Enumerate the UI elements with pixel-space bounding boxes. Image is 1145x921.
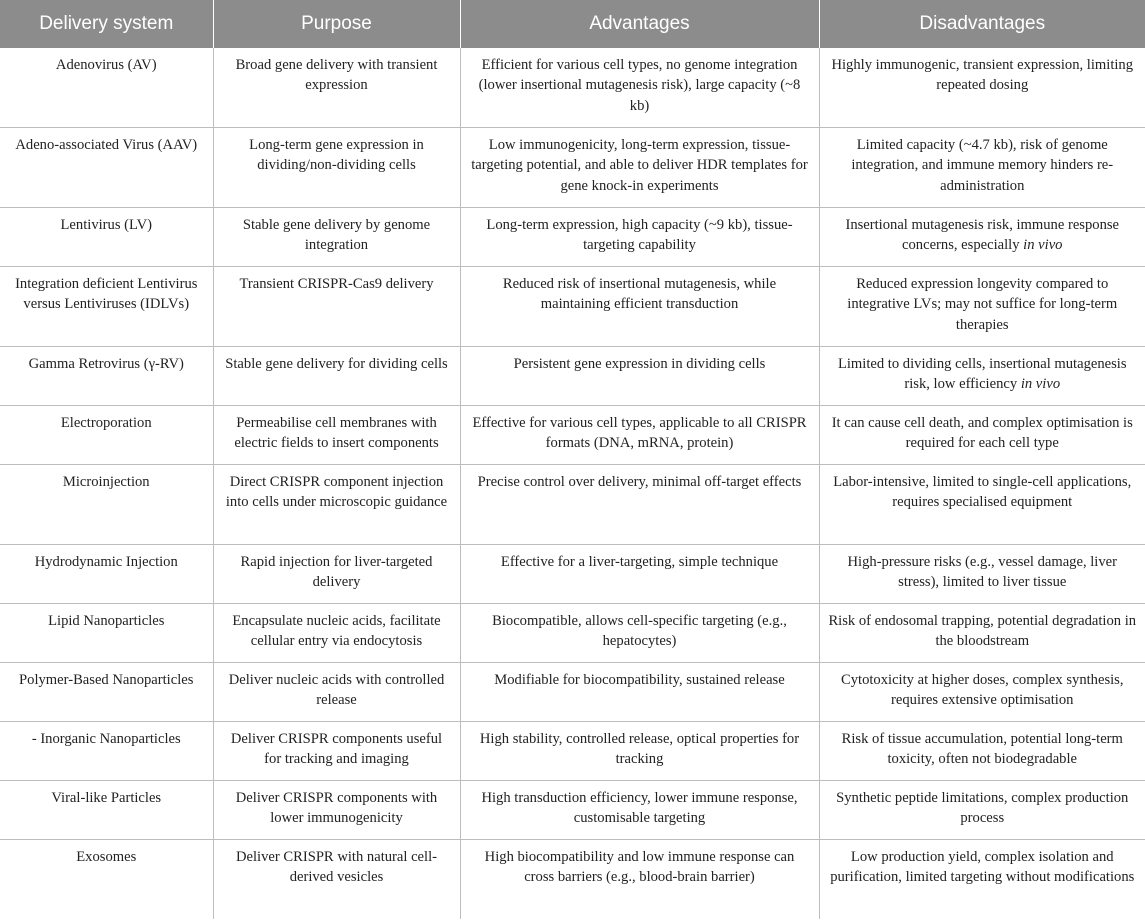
table-row	[0, 128, 1145, 208]
cell-advantages: Reduced risk of insertional mutagenesis, while maintaining efficient transduction	[460, 267, 819, 347]
cell-system: Electroporation	[0, 406, 213, 465]
table-row	[0, 545, 1145, 604]
table-row	[0, 208, 1145, 267]
header-disadvantages: Disadvantages	[819, 0, 1145, 48]
table-row	[0, 840, 1145, 920]
cell-disadvantages: Low production yield, complex isolation and purification, limited targeting without modifications	[830, 849, 1135, 886]
disadvantages-text: Limited to dividing cells, insertional mutagenesis risk, low efficiency	[837, 356, 1127, 393]
cell-system: Microinjection	[0, 465, 213, 545]
cell-disadvantages: Risk of tissue accumulation, potential long-term toxicity, often not biodegradable	[819, 722, 1145, 781]
cell-purpose: Rapid injection for liver-targeted delivery	[213, 545, 460, 604]
header-row	[0, 0, 1145, 48]
cell-purpose: Deliver CRISPR components useful for tracking and imaging	[213, 722, 460, 781]
table-row	[0, 48, 1145, 128]
cell-disadvantages: High-pressure risks (e.g., vessel damage, liver stress), limited to liver tissue	[819, 545, 1145, 604]
cell-purpose: Deliver CRISPR components with lower immunogenicity	[213, 781, 460, 840]
cell-system: Polymer-Based Nanoparticles	[0, 663, 213, 722]
cell-purpose: Transient CRISPR-Cas9 delivery	[213, 267, 460, 347]
cell-advantages: Precise control over delivery, minimal off-target effects	[460, 465, 819, 545]
cell-advantages: High biocompatibility and low immune response can cross barriers (e.g., blood-brain barrier)	[460, 840, 819, 920]
header-purpose: Purpose	[213, 0, 460, 48]
cell-disadvantages	[819, 208, 1145, 267]
cell-system: Adeno-associated Virus (AAV)	[0, 128, 213, 208]
cell-disadvantages: It can cause cell death, and complex optimisation is required for each cell type	[819, 406, 1145, 465]
cell-disadvantages: Risk of endosomal trapping, potential degradation in the bloodstream	[819, 604, 1145, 663]
cell-advantages: Efficient for various cell types, no genome integration (lower insertional mutagenesis risk), large capacity (~8 kb)	[460, 48, 819, 128]
table-row	[0, 347, 1145, 406]
cell-system: Adenovirus (AV)	[0, 48, 213, 128]
cell-disadvantages: Highly immunogenic, transient expression, limiting repeated dosing	[819, 48, 1145, 128]
table-row	[0, 722, 1145, 781]
in-vivo-text: in vivo	[1020, 376, 1061, 393]
cell-system: Viral-like Particles	[0, 781, 213, 840]
cell-purpose: Encapsulate nucleic acids, facilitate cellular entry via endocytosis	[213, 604, 460, 663]
in-vivo-text: in vivo	[1023, 237, 1063, 254]
cell-purpose: Direct CRISPR component injection into cells under microscopic guidance	[213, 465, 460, 545]
cell-advantages: Biocompatible, allows cell-specific targeting (e.g., hepatocytes)	[460, 604, 819, 663]
cell-disadvantages: Labor-intensive, limited to single-cell applications, requires specialised equipment	[819, 465, 1145, 545]
cell-advantages: Modifiable for biocompatibility, sustained release	[460, 663, 819, 722]
cell-system: Gamma Retrovirus (γ-RV)	[0, 347, 213, 406]
cell-advantages: Persistent gene expression in dividing cells	[460, 347, 819, 406]
cell-advantages: High transduction efficiency, lower immune response, customisable targeting	[460, 781, 819, 840]
cell-purpose: Long-term gene expression in dividing/non-dividing cells	[213, 128, 460, 208]
table-row	[0, 663, 1145, 722]
cell-purpose: Deliver nucleic acids with controlled release	[213, 663, 460, 722]
cell-system: Exosomes	[0, 840, 213, 920]
cell-advantages: Effective for a liver-targeting, simple technique	[460, 545, 819, 604]
cell-disadvantages	[819, 347, 1145, 406]
cell-disadvantages: Reduced expression longevity compared to integrative LVs; may not suffice for long-term therapies	[819, 267, 1145, 347]
cell-purpose: Broad gene delivery with transient expression	[213, 48, 460, 128]
cell-system: Lentivirus (LV)	[0, 208, 213, 267]
table-row	[0, 406, 1145, 465]
cell-system: Integration deficient Lentivirus versus Lentiviruses (IDLVs)	[0, 267, 213, 347]
cell-advantages: High stability, controlled release, optical properties for tracking	[460, 722, 819, 781]
cell-purpose: Permeabilise cell membranes with electric fields to insert components	[213, 406, 460, 465]
table-row	[0, 267, 1145, 347]
table-row	[0, 781, 1145, 840]
cell-system: - Inorganic Nanoparticles	[0, 722, 213, 781]
cell-system: Lipid Nanoparticles	[0, 604, 213, 663]
cell-disadvantages: Limited capacity (~4.7 kb), risk of genome integration, and immune memory hinders re-administration	[819, 128, 1145, 208]
cell-system: Hydrodynamic Injection	[0, 545, 213, 604]
cell-purpose: Stable gene delivery by genome integration	[213, 208, 460, 267]
cell-disadvantages: Cytotoxicity at higher doses, complex synthesis, requires extensive optimisation	[819, 663, 1145, 722]
header-delivery-system: Delivery system	[0, 0, 213, 48]
table-row	[0, 604, 1145, 663]
cell-advantages: Long-term expression, high capacity (~9 kb), tissue-targeting capability	[460, 208, 819, 267]
disadvantages-text: Insertional mutagenesis risk, immune response concerns, especially	[845, 217, 1120, 254]
cell-disadvantages: Synthetic peptide limitations, complex production process	[819, 781, 1145, 840]
table-row	[0, 465, 1145, 545]
cell-advantages: Low immunogenicity, long-term expression, tissue-targeting potential, and able to deliver HDR templates for gene knock-in experiments	[460, 128, 819, 208]
cell-purpose: Deliver CRISPR with natural cell-derived vesicles	[213, 840, 460, 920]
cell-purpose: Stable gene delivery for dividing cells	[213, 347, 460, 406]
header-advantages: Advantages	[460, 0, 819, 48]
cell-advantages: Effective for various cell types, applicable to all CRISPR formats (DNA, mRNA, protein)	[460, 406, 819, 465]
